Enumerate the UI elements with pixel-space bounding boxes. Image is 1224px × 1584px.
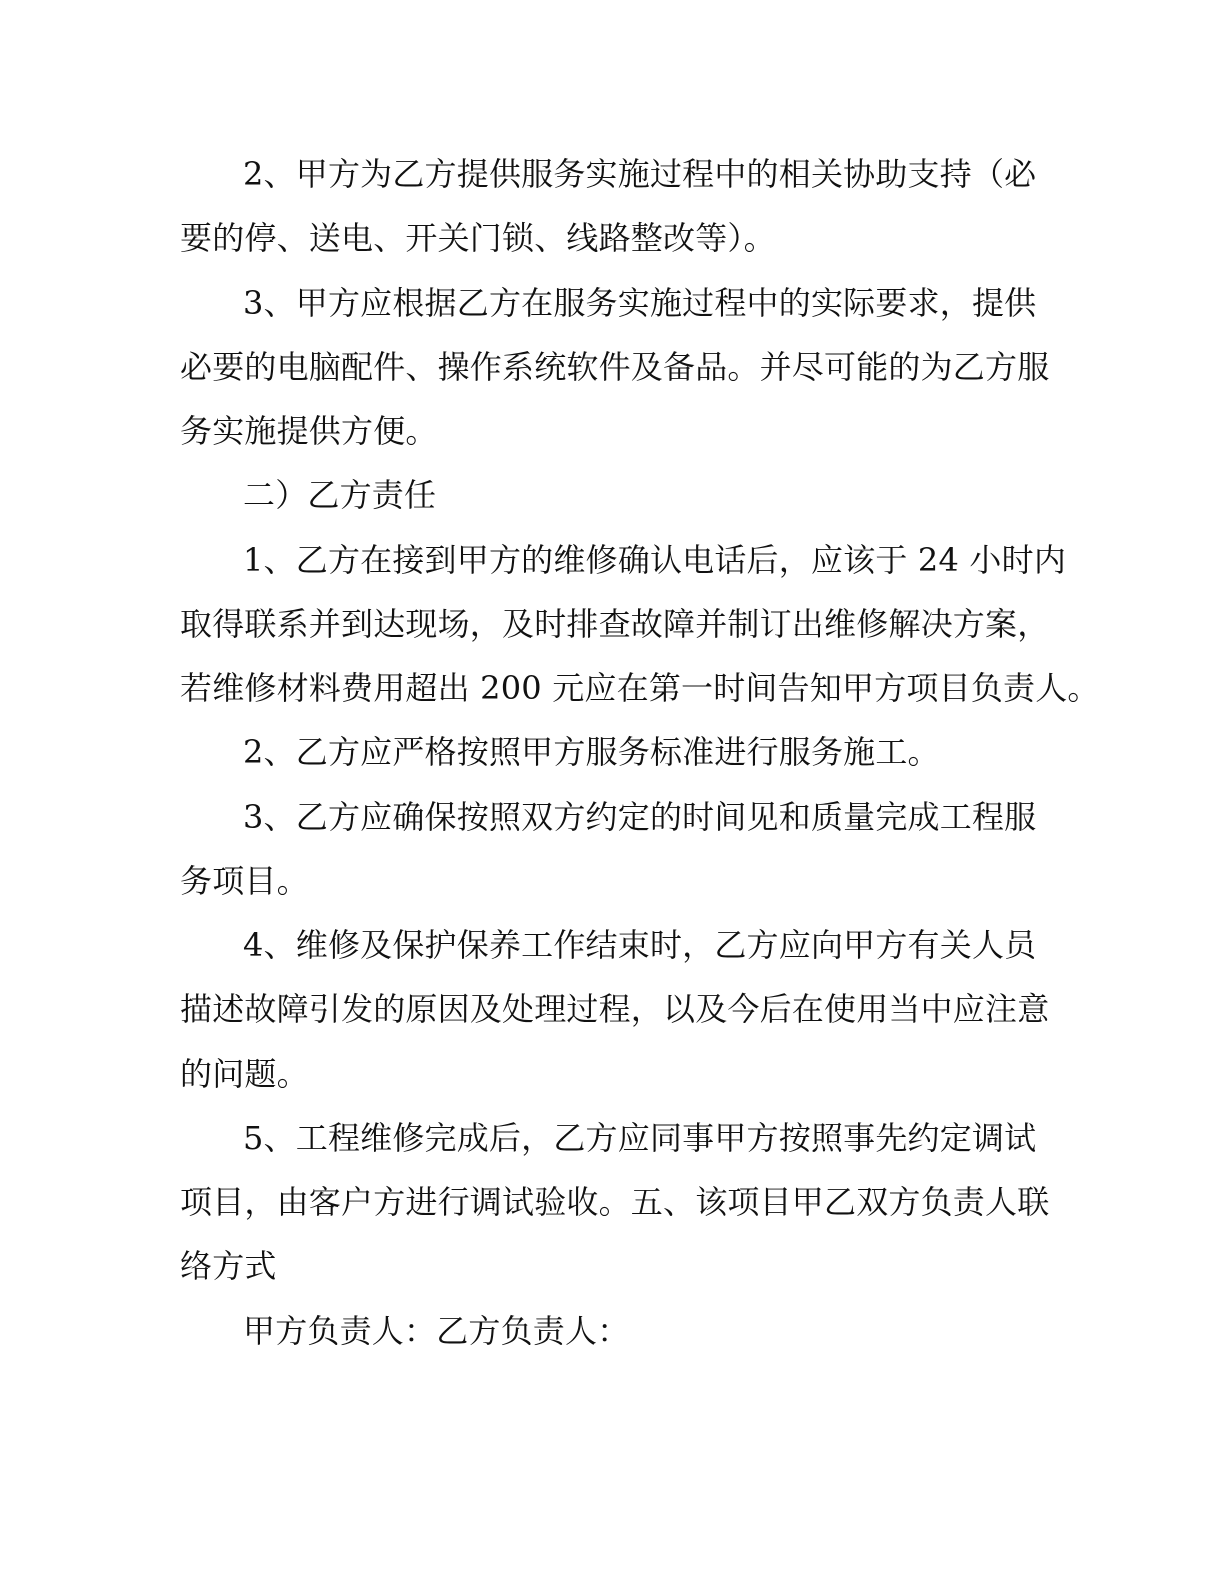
paragraph-3-line-3: 务实施提供方便。: [180, 412, 438, 450]
section-heading-party-b: 二）乙方责任: [243, 476, 437, 514]
party-b-item-1-line-2: 取得联系并到达现场，及时排查故障并制订出维修解决方案，: [180, 605, 1050, 643]
paragraph-2-line-1: 2、甲方为乙方提供服务实施过程中的相关协助支持（必: [243, 155, 1037, 193]
party-b-item-5-line-3: 络方式: [180, 1247, 277, 1285]
party-b-item-2: 2、乙方应严格按照甲方服务标准进行服务施工。: [243, 733, 940, 771]
paragraph-2-line-2: 要的停、送电、开关门锁、线路整改等）。: [180, 219, 776, 257]
contact-persons-line: 甲方负责人：乙方负责人：: [243, 1312, 630, 1350]
party-b-item-4-line-1: 4、维修及保护保养工作结束时，乙方应向甲方有关人员: [243, 926, 1037, 964]
party-b-item-5-line-1: 5、工程维修完成后，乙方应同事甲方按照事先约定调试: [243, 1119, 1037, 1157]
paragraph-3-line-1: 3、甲方应根据乙方在服务实施过程中的实际要求，提供: [243, 284, 1037, 322]
party-b-item-1-line-3: 若维修材料费用超出 200 元应在第一时间告知甲方项目负责人。: [180, 669, 1100, 707]
party-b-item-3-line-2: 务项目。: [180, 862, 309, 900]
party-b-item-4-line-2: 描述故障引发的原因及处理过程，以及今后在使用当中应注意: [180, 990, 1050, 1028]
party-b-item-5-line-2: 项目，由客户方进行调试验收。五、该项目甲乙双方负责人联: [180, 1183, 1050, 1221]
party-b-item-1-line-1: 1、乙方在接到甲方的维修确认电话后，应该于 24 小时内: [243, 541, 1067, 579]
party-b-item-4-line-3: 的问题。: [180, 1055, 309, 1093]
party-b-item-3-line-1: 3、乙方应确保按照双方约定的时间见和质量完成工程服: [243, 798, 1037, 836]
paragraph-3-line-2: 必要的电脑配件、操作系统软件及备品。并尽可能的为乙方服: [180, 348, 1050, 386]
